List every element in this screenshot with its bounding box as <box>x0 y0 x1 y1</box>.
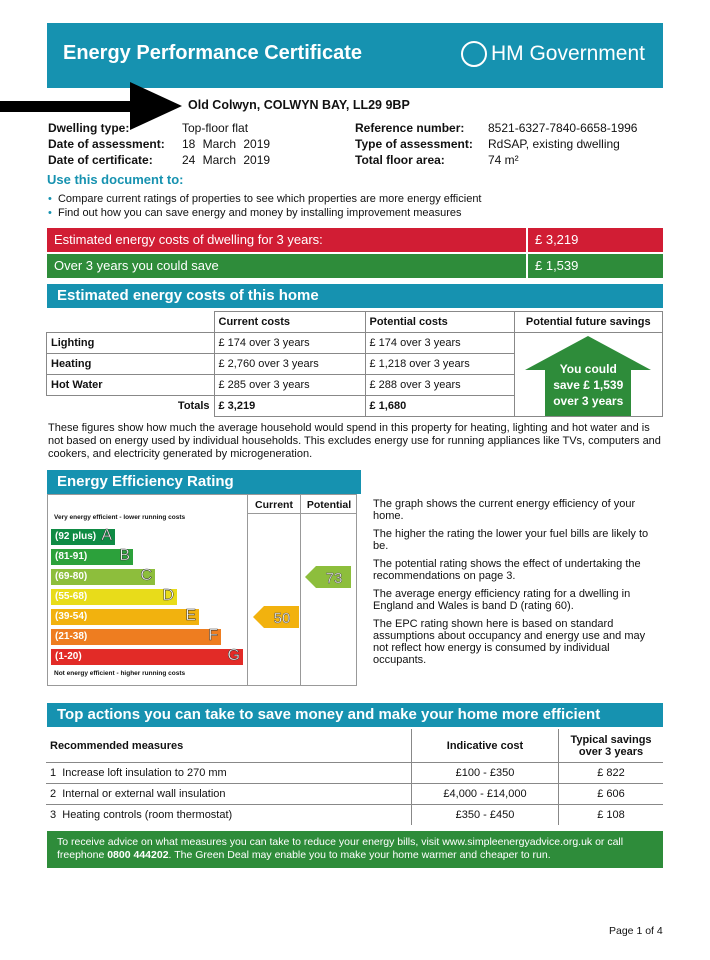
advice-footer: To receive advice on what measures you can take to reduce your energy bills, visit www.simpleenergyadvice.org.uk or call freephone 0800 444202. The Green Deal may enable you to make your home warmer and cheaper to run. <box>47 831 663 868</box>
band-d <box>51 589 177 605</box>
table-row <box>47 312 663 333</box>
band-letter: B <box>119 547 130 564</box>
savings-arrow-text: You could save £ 1,539 over 3 years <box>553 362 624 408</box>
dwelling-type: Top-floor flat <box>182 121 249 135</box>
col-divider <box>247 494 248 686</box>
assessment-type: RdSAP, existing dwelling <box>488 137 620 151</box>
band-letter: A <box>101 527 112 544</box>
cert-date-label: Date of certificate: <box>48 153 153 167</box>
table-row: 3 Heating controls (room thermostat) £350 - £450 £ 108 <box>46 805 663 826</box>
savings-value: £ 1,539 <box>528 254 663 278</box>
rating-col-potential: Potential <box>306 499 352 511</box>
assess-date: 18 March 2019 <box>182 137 271 151</box>
rating-col-current: Current <box>255 499 293 511</box>
col-measures: Recommended measures <box>46 729 412 763</box>
band-range: (69-80) <box>55 571 88 582</box>
band-range: (92 plus) <box>55 531 97 542</box>
band-b <box>51 549 133 565</box>
band-g <box>51 649 243 665</box>
band-letter: D <box>162 587 174 604</box>
table-row: Hot Water £ 285 over 3 years £ 288 over 3 years <box>47 375 663 396</box>
assessment-type-label: Type of assessment: <box>355 137 473 151</box>
table-row <box>46 729 663 763</box>
savings-bar: Over 3 years you could save <box>47 254 526 278</box>
col-savings: Typical savings over 3 years <box>559 729 664 763</box>
col-current-costs: Current costs <box>214 312 365 333</box>
redaction-arrow-shaft <box>0 101 140 112</box>
cert-date: 24 March 2019 <box>182 153 271 167</box>
col-divider <box>300 494 301 686</box>
crest-icon <box>461 41 487 67</box>
rating-para: The average energy efficiency rating for a dwelling in England and Wales is band D (rating 60). <box>373 588 631 612</box>
rating-para: The higher the rating the lower your fuel bills are likely to be. <box>373 528 649 552</box>
estimated-cost-value: £ 3,219 <box>528 228 663 252</box>
band-c <box>51 569 155 585</box>
est-costs-heading: Estimated energy costs of this home <box>47 284 663 308</box>
ref-label: Reference number: <box>355 121 465 135</box>
ref-number: 8521-6327-7840-6658-1996 <box>488 121 638 135</box>
table-row: 1 Increase loft insulation to 270 mm £100 - £350 £ 822 <box>46 763 663 784</box>
current-rating-marker-value: 50 <box>273 610 291 627</box>
estimated-cost-bar: Estimated energy costs of dwelling for 3 years: <box>47 228 526 252</box>
floor-area: 74 m² <box>488 153 519 167</box>
band-letter: E <box>185 607 196 624</box>
col-header-line <box>247 513 357 514</box>
rating-heading: Energy Efficiency Rating <box>47 470 361 494</box>
rating-para: The EPC rating shown here is based on standard assumptions about occupancy and energy use and may not reflect how energy is consumed by individual occupants. <box>373 618 646 666</box>
col-potential-costs: Potential costs <box>365 312 514 333</box>
col-cost: Indicative cost <box>412 729 559 763</box>
band-letter: C <box>140 567 152 584</box>
table-row: 2 Internal or external wall insulation £4,000 - £14,000 £ 606 <box>46 784 663 805</box>
floor-area-label: Total floor area: <box>355 153 445 167</box>
hm-government-logo <box>461 41 645 67</box>
table-row: Heating £ 2,760 over 3 years £ 1,218 over 3 years <box>47 354 663 375</box>
use-doc-heading: Use this document to: <box>47 172 184 187</box>
use-doc-list <box>48 192 482 220</box>
actions-table <box>46 729 663 825</box>
page-number: Page 1 of 4 <box>609 925 663 937</box>
epc-header <box>47 23 663 88</box>
list-item: • Compare current ratings of properties to see which properties are more energy efficient <box>48 193 482 205</box>
band-range: (21-38) <box>55 631 88 642</box>
band-a <box>51 529 115 545</box>
redaction-arrow-icon <box>130 82 182 130</box>
band-e <box>51 609 199 625</box>
address: Old Colwyn, COLWYN BAY, LL29 9BP <box>188 98 410 112</box>
list-item: • Find out how you can save energy and money by installing improvement measures <box>48 207 462 219</box>
table-row: Totals £ 3,219 £ 1,680 <box>47 396 663 417</box>
band-range: (39-54) <box>55 611 88 622</box>
dwelling-type-label: Dwelling type: <box>48 121 130 135</box>
band-letter: G <box>227 647 240 664</box>
page-title: Energy Performance Certificate <box>63 42 363 64</box>
band-f <box>51 629 221 645</box>
assess-date-label: Date of assessment: <box>48 137 165 151</box>
table-row: Lighting £ 174 over 3 years £ 174 over 3 years You could save £ 1,539 over 3 years <box>47 333 663 354</box>
rating-top-note: Very energy efficient - lower running costs <box>54 514 186 521</box>
rating-bottom-note: Not energy efficient - higher running costs <box>54 670 186 677</box>
col-future-savings: Potential future savings <box>514 312 663 333</box>
rating-para: The graph shows the current energy efficiency of your home. <box>373 498 636 522</box>
potential-rating-marker-value: 73 <box>325 570 343 587</box>
band-range: (81-91) <box>55 551 88 562</box>
band-letter: F <box>208 627 218 644</box>
band-range: (55-68) <box>55 591 88 602</box>
current-rating-marker <box>253 606 299 628</box>
est-costs-table <box>46 311 663 417</box>
band-range: (1-20) <box>55 651 82 662</box>
potential-rating-marker <box>305 566 351 588</box>
rating-text <box>373 498 663 672</box>
gov-label: HM Government <box>490 42 645 65</box>
actions-heading: Top actions you can take to save money and make your home more efficient <box>47 703 663 727</box>
savings-arrow-cell <box>514 333 663 417</box>
est-costs-note: These figures show how much the average household would spend in this property for heating, lighting and hot water and is not based on energy used by individual households. This excludes energy use for running appliances like TVs, computers and cookers, and electricity generated by microgeneration. <box>48 422 661 460</box>
freephone-number: 0800 444202 <box>107 849 169 861</box>
rating-para: The potential rating shows the effect of undertaking the recommendations on page 3. <box>373 558 641 582</box>
